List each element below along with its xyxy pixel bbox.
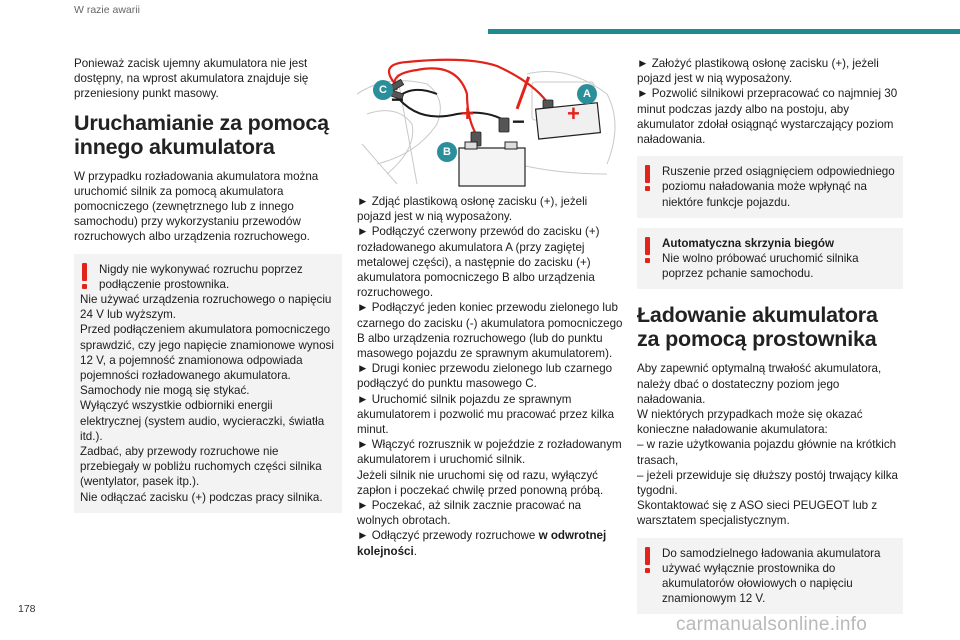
warning-icon xyxy=(80,263,90,289)
section-header: W razie awarii xyxy=(74,4,140,16)
step-line: ► Drugi koniec przewodu zielonego lub czarnego podłączyć do punktu masowego C. xyxy=(357,362,613,391)
warning-box-jump-start xyxy=(74,254,342,513)
step-line: ► Pozwolić silnikowi przepracować co najmniej 30 minut podczas jazdy albo na postoju, aby akumulator zdołał osiągnąć wystarczający poziom naładowania. xyxy=(637,87,898,147)
step-line: Jeżeli silnik nie uruchomi się od razu, wyłączyć zapłon i poczekać chwilę przed ponowną próbą. xyxy=(357,468,604,497)
warning-box-automatic-gearbox xyxy=(637,228,903,290)
plus-sign: + xyxy=(567,101,580,126)
label-a-icon: A xyxy=(577,84,597,104)
heading-jump-start: Uruchamianie za pomocą innego akumulatora xyxy=(74,110,329,159)
paragraph-line: W niektórych przypadkach może się okazać konieczne naładowanie akumulatora: xyxy=(637,408,863,437)
watermark-text: carmanualsonline.info xyxy=(676,614,868,635)
paragraph-line: – w razie użytkowania pojazdu głównie na krótkich trasach, xyxy=(637,438,897,467)
header-accent-bar xyxy=(488,29,960,34)
paragraph-line: – jeżeli przewiduje się dłuższy postój trwający kilka tygodni. xyxy=(637,468,898,498)
jump-start-paragraph: W przypadku rozładowania akumulatora można uruchomić silnik za pomocą akumulatora pomocniczego (zewnętrznego lub z innego samochodu) przy wykorzystaniu przewodów rozruchowych albo urządzenia rozruchowego. xyxy=(74,169,319,244)
step-line: ► Podłączyć jeden koniec przewodu zielonego lub czarnego do zacisku (-) akumulatora pomocniczego B albo urządzenia rozruchowego (lub do punktu masowego pojazdu ze sprawnym akumulatorem). xyxy=(357,301,623,361)
intro-paragraph: Ponieważ zacisk ujemny akumulatora nie jest dostępny, na wprost akumulatora znajduje się przeniesiony punkt masowy. xyxy=(74,57,309,101)
column-left xyxy=(74,56,342,523)
heading-charging: Ładowanie akumulatora za pomocą prostownika xyxy=(637,303,878,352)
column-middle xyxy=(357,54,623,559)
warning-line: Przed podłączeniem akumulatora pomocniczego sprawdzić, czy jego napięcie znamionowe wynosi 12 V, a pojemność znamionowa odpowiada pojemności rozładowanego akumulatora. xyxy=(80,323,334,383)
jump-start-steps xyxy=(357,194,623,559)
label-c-icon: C xyxy=(373,80,393,100)
warning-icon xyxy=(643,237,653,263)
column-right xyxy=(637,56,903,624)
warning-line: Nie wolno próbować uruchomić silnika poprzez pchanie samochodu. xyxy=(662,252,859,281)
warning-box-charger xyxy=(637,538,903,615)
step-line: ► Uruchomić silnik pojazdu ze sprawnym akumulatorem i pozwolić mu pracować przez kilka minut. xyxy=(357,392,615,437)
minus-sign: − xyxy=(391,87,404,112)
minus-sign: − xyxy=(512,109,525,134)
jump-start-diagram xyxy=(357,54,623,188)
warning-line: Nie używać urządzenia rozruchowego o napięciu 24 V lub wyższym. xyxy=(80,293,332,322)
warning-icon xyxy=(643,547,653,573)
warning-line: Do samodzielnego ładowania akumulatora używać wyłącznie prostownika do akumulatorów ołowiowych o napięciu znamionowym 12 V. xyxy=(662,546,881,606)
step-line: ► Zdjąć plastikową osłonę zacisku (+), jeżeli pojazd jest w nią wyposażony. xyxy=(357,195,588,224)
page-number: 178 xyxy=(18,603,36,615)
step-line: ► Założyć plastikową osłonę zacisku (+), jeżeli pojazd jest w nią wyposażony. xyxy=(637,57,879,86)
charging-steps xyxy=(637,56,903,147)
warning-line: Nigdy nie wykonywać rozruchu poprzez podłączenie prostownika. xyxy=(99,262,303,291)
warning-line: Samochody nie mogą się stykać. xyxy=(80,384,250,398)
step-line: ► Podłączyć czerwony przewód do zacisku (+) rozładowanego akumulatora A (przy zagiętej metalowej części), a następnie do zacisku (+) akumulatora pomocniczego B albo urządzenia rozruchowego. xyxy=(357,225,600,300)
step-line: ► Włączyć rozrusznik w pojeździe z rozładowanym akumulatorem i uruchomić silnik. xyxy=(357,438,622,467)
paragraph-line: Skontaktować się z ASO sieci PEUGEOT lub z warsztatem specjalistycznym. xyxy=(637,499,878,528)
warning-line: Nie odłączać zacisku (+) podczas pracy silnika. xyxy=(80,490,323,504)
paragraph-line: Aby zapewnić optymalną trwałość akumulatora, należy dbać o dostateczny poziom jego naładowania. xyxy=(637,362,882,406)
warning-icon xyxy=(643,165,653,191)
step-line: ► Poczekać, aż silnik zacznie pracować na wolnych obrotach. xyxy=(357,499,582,528)
warning-line: Wyłączyć wszystkie odbiorniki energii elektrycznej (system audio, wycieraczki, światła itd.). xyxy=(80,399,325,443)
step-line-last: ► Odłączyć przewody rozruchowe w odwrotnej kolejności. xyxy=(357,529,607,558)
warning-box-charge-level xyxy=(637,156,903,218)
charging-paragraph xyxy=(637,361,903,528)
plus-sign: + xyxy=(461,101,474,126)
warning-title: Automatyczna skrzynia biegów xyxy=(662,236,835,250)
warning-line: Zadbać, aby przewody rozruchowe nie przebiegały w pobliżu ruchomych części silnika (wentylator, pasek itp.). xyxy=(80,445,322,489)
label-b-icon: B xyxy=(437,142,457,162)
warning-line: Ruszenie przed osiągnięciem odpowiedniego poziomu naładowania może wpłynąć na niektóre funkcje pojazdu. xyxy=(662,165,895,209)
